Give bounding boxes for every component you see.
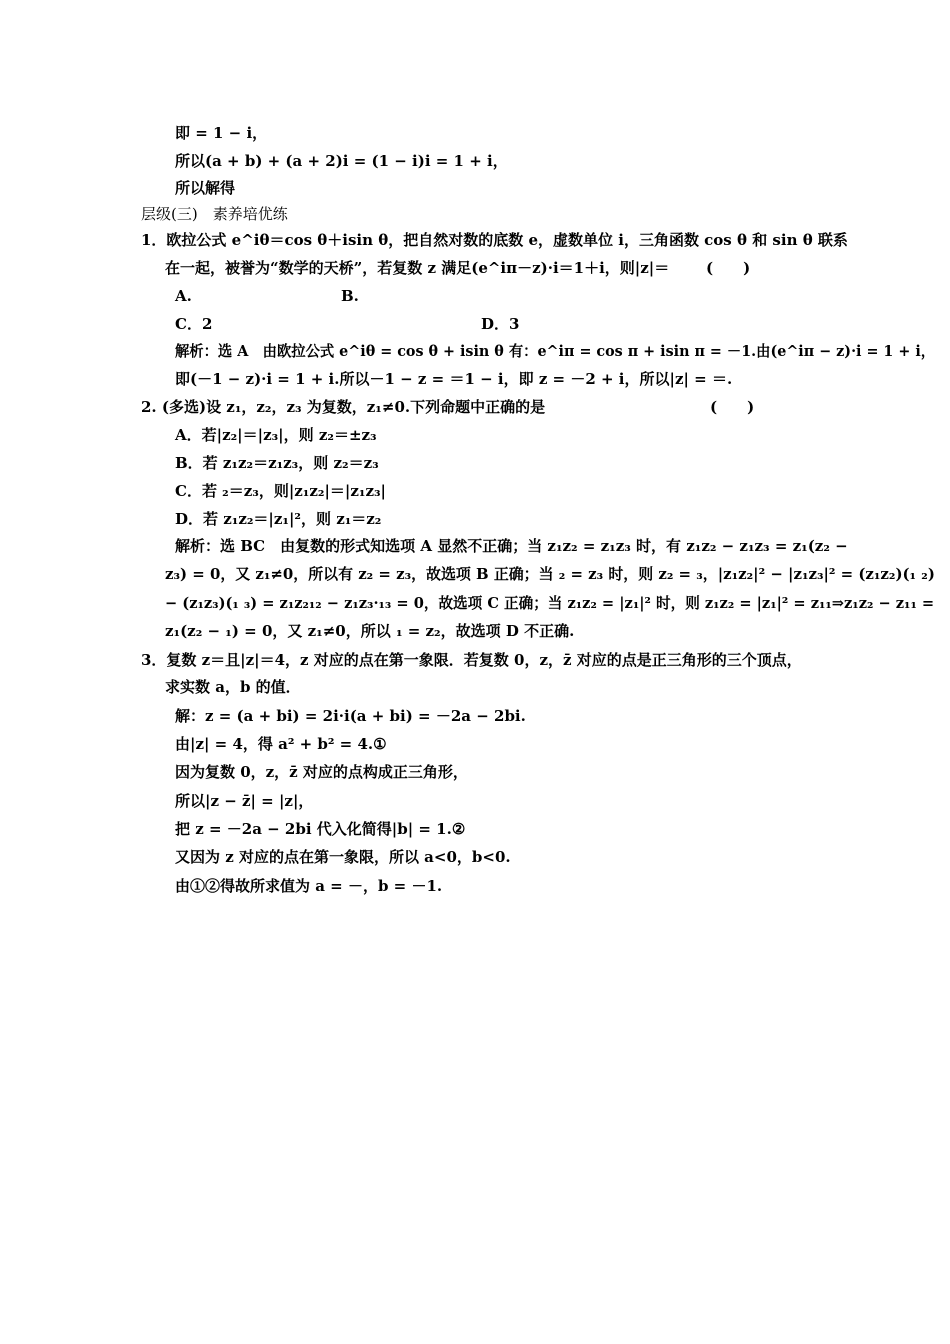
q1-answer-paren: ( ) — [706, 259, 751, 277]
q3-solution-line-4: 所以|z − z̄| = |z|， — [175, 792, 314, 810]
q2-option-c: C．若 ₂＝z₃，则|z₁z₂|＝|z₁z₃| — [175, 482, 386, 500]
q3-solution-line-5: 把 z = －2a − 2bi 代入化简得|b| = 1.② — [175, 820, 466, 838]
q1-stem-line-2: 在一起，被誉为“数学的天桥”，若复数 z 满足(e^iπ－z)·i＝1＋i，则|z|＝ — [165, 259, 670, 277]
q2-option-b: B．若 z₁z₂＝z₁z₃，则 z₂＝z₃ — [175, 454, 379, 472]
q3-solution-line-6: 又因为 z 对应的点在第一象限，所以 a<0，b<0. — [175, 848, 511, 866]
q2-stem: 2. (多选)设 z₁，z₂，z₃ 为复数，z₁≠0.下列命题中正确的是 — [141, 398, 546, 416]
q3-solution-line-7: 由①②得故所求值为 a = －，b = －1. — [175, 877, 443, 895]
q2-solution-line-1: 解析：选 BC 由复数的形式知选项 A 显然不正确；当 z₁z₂ = z₁z₃ 时，有 z₁z₂ − z₁z₃ = z₁(z₂ − — [175, 537, 848, 555]
q1-option-b: B. — [341, 287, 359, 305]
q1-option-d: D．3 — [481, 315, 520, 333]
q2-solution-line-4: z₁(z₂ − ₁) = 0，又 z₁≠0，所以 ₁ = z₂，故选项 D 不正确. — [165, 622, 575, 640]
q2-answer-paren: ( ) — [710, 398, 755, 416]
q3-stem-line-2: 求实数 a，b 的值． — [165, 678, 301, 696]
q2-option-a: A．若|z₂|＝|z₃|，则 z₂＝±z₃ — [175, 426, 377, 444]
q3-solution-line-2: 由|z| = 4，得 a² + b² = 4.① — [175, 735, 387, 753]
q1-option-c: C．2 — [175, 315, 213, 333]
q2-solution-line-3: − (z₁z₃)(₁ ₃) = z₁z₂₁₂ − z₁z₃·₁₃ = 0，故选项 C 正确；当 z₁z₂ = |z₁|² 时，则 z₁z₂ = |z₁|² = z₁₁⇒z₁z₂ − z₁₁ = — [165, 594, 935, 612]
prev-line-2: 所以(a + b) + (a + 2)i = (1 − i)i = 1 + i， — [175, 152, 508, 170]
q3-solution-line-3: 因为复数 0，z，z̄ 对应的点构成正三角形， — [175, 763, 468, 781]
section-title: 层级(三) 素养培优练 — [141, 205, 288, 223]
q2-option-d: D．若 z₁z₂＝|z₁|²，则 z₁＝z₂ — [175, 510, 382, 528]
q1-option-a: A. — [175, 287, 192, 305]
q2-solution-line-2: z₃) = 0，又 z₁≠0，所以有 z₂ = z₃，故选项 B 正确；当 ₂ = z₃ 时，则 z₂ = ₃，|z₁z₂|² − |z₁z₃|² = (z₁z₂)(₁ ₂) — [165, 565, 935, 583]
q3-stem-line-1: 3．复数 z＝且|z|＝4，z 对应的点在第一象限．若复数 0，z，z̄ 对应的点是正三角形的三个顶点， — [141, 651, 802, 669]
q1-stem-line-1: 1．欧拉公式 e^iθ＝cos θ＋isin θ，把自然对数的底数 e，虚数单位 i，三角函数 cos θ 和 sin θ 联系 — [141, 231, 848, 249]
q1-solution-line-1: 解析：选 A 由欧拉公式 e^iθ = cos θ + isin θ 有：e^iπ = cos π + isin π = －1.由(e^iπ − z)·i = 1 + i， — [175, 342, 936, 360]
q1-solution-line-2: 即(－1 − z)·i = 1 + i.所以－1 − z = ＝1 − i，即 z = －2 + i，所以|z| = ＝. — [175, 370, 733, 388]
prev-line-3: 所以解得 — [175, 179, 236, 197]
prev-line-1: 即 = 1 − i， — [175, 124, 268, 142]
q3-solution-line-1: 解：z = (a + bi) = 2i·i(a + bi) = －2a − 2bi. — [175, 707, 526, 725]
